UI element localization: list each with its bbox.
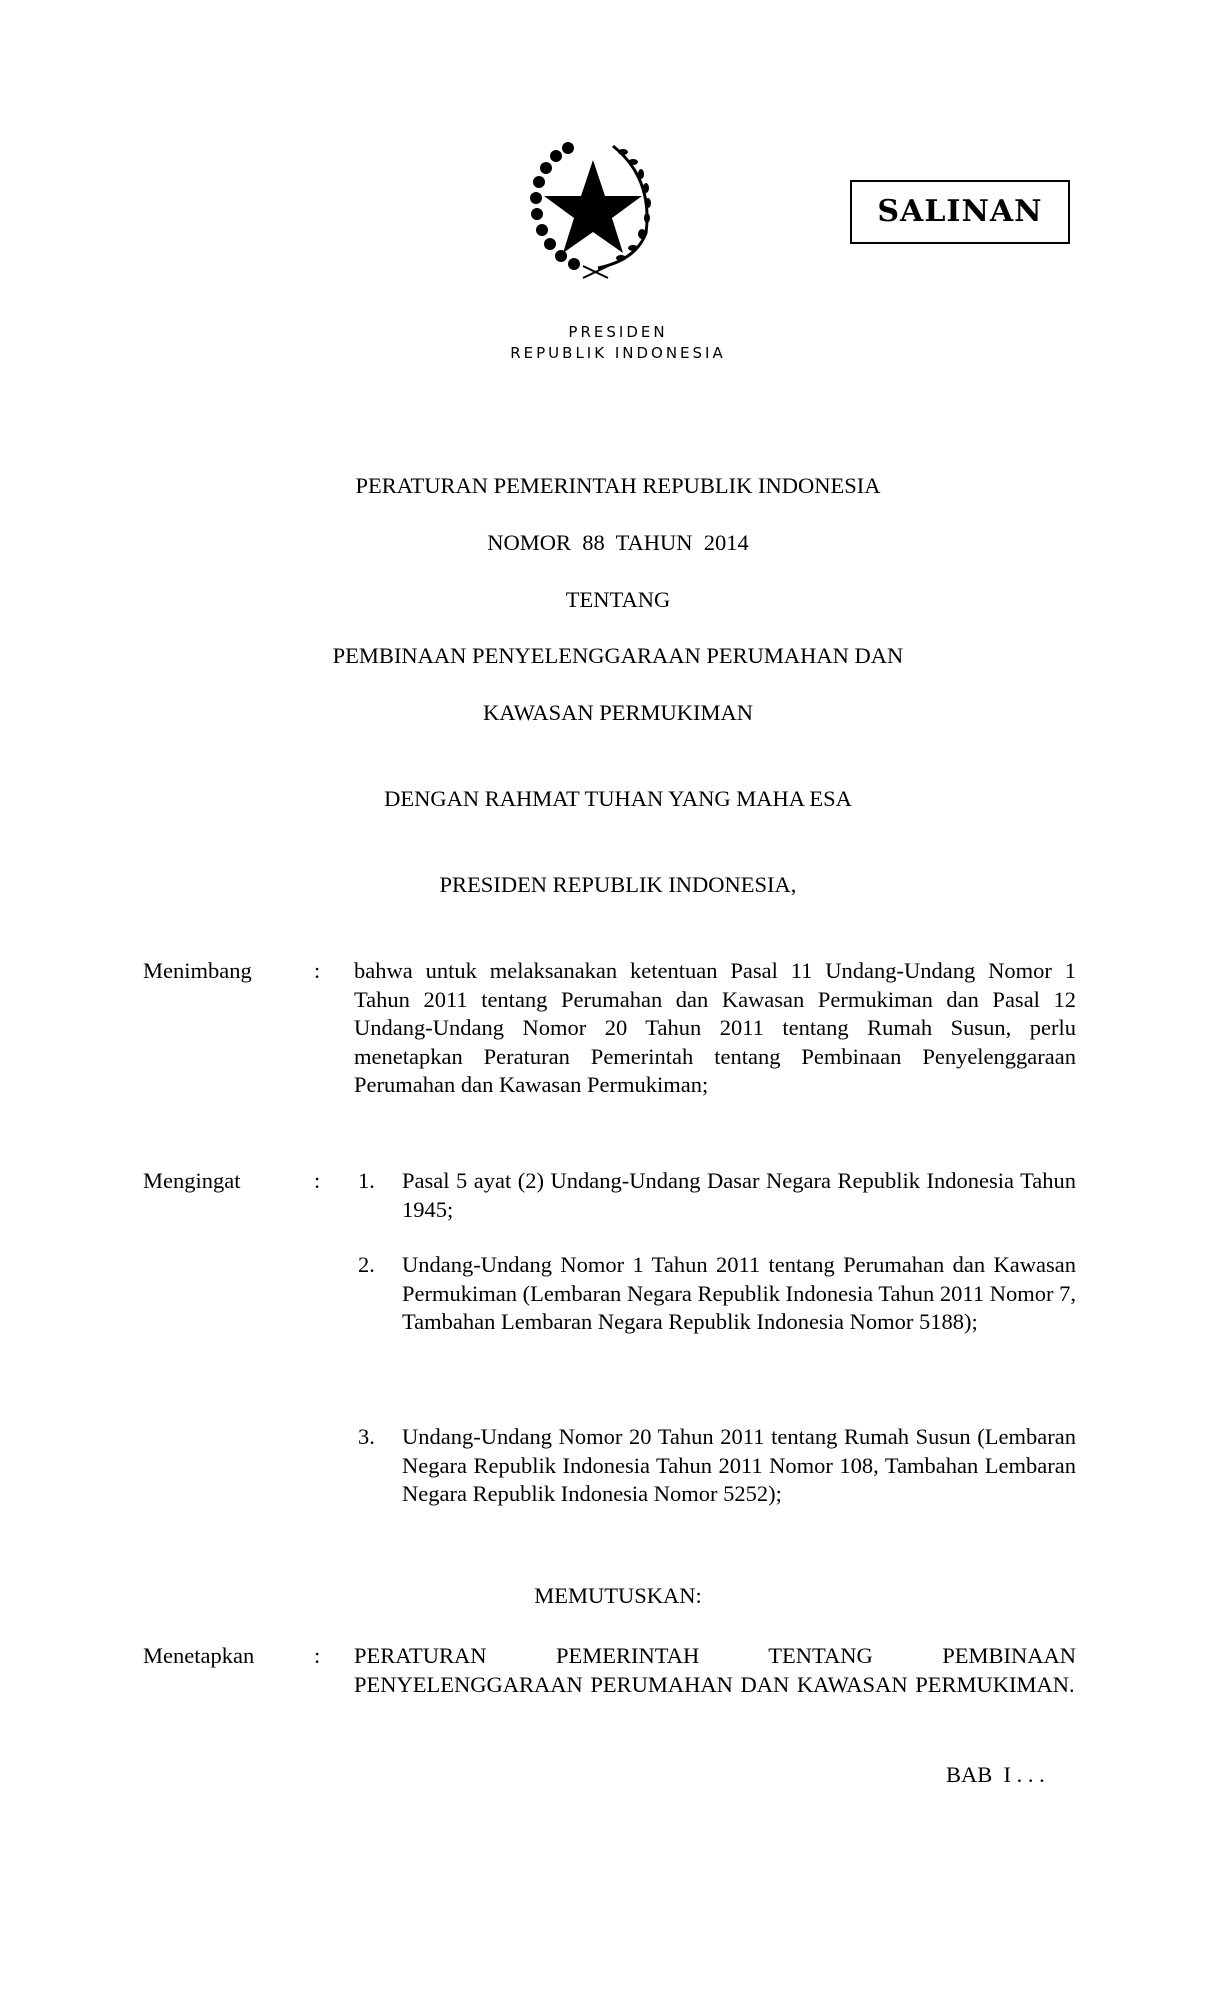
menetapkan-text: PERATURAN PEMERINTAH TENTANG PEMBINAAN PENYELENGGARAAN PERUMAHAN DAN KAWASAN PERMUKIMAN. (354, 1643, 1076, 1697)
garuda-emblem-icon (528, 138, 658, 283)
invocation: DENGAN RAHMAT TUHAN YANG MAHA ESA (384, 786, 852, 811)
mengingat-item-number: 3. (358, 1424, 375, 1449)
menetapkan-colon: : (314, 1643, 321, 1668)
authority-line: PRESIDEN REPUBLIK INDONESIA, (439, 872, 797, 897)
mengingat-item-number: 1. (358, 1168, 375, 1193)
page-continuation: BAB I . . . (946, 1762, 1045, 1787)
mengingat-item-number: 2. (358, 1252, 375, 1277)
office-line-president: PRESIDEN (568, 323, 668, 341)
regulation-number: NOMOR 88 TAHUN 2014 (487, 530, 749, 555)
memutuskan-heading: MEMUTUSKAN: (534, 1583, 702, 1608)
mengingat-item-text: Undang-Undang Nomor 20 Tahun 2011 tentang Rumah Susun (Lembaran Negara Republik Indonesia Tahun 2011 Nomor 108, Tambahan Lembaran Negara Republik Indonesia Nomor 5252); (402, 1424, 1076, 1507)
regulation-subject-line2: KAWASAN PERMUKIMAN (482, 700, 754, 725)
regulation-title: PERATURAN PEMERINTAH REPUBLIK INDONESIA (355, 473, 881, 498)
mengingat-item-text: Undang-Undang Nomor 1 Tahun 2011 tentang Perumahan dan Kawasan Permukiman (Lembaran Negara Republik Indonesia Tahun 2011 Nomor 7, Tambahan Lembaran Negara Republik Indonesia Nomor 5188); (402, 1252, 1076, 1335)
regulation-subject-line1: PEMBINAAN PENYELENGGARAAN PERUMAHAN DAN (332, 643, 904, 668)
menimbang-label: Menimbang (143, 958, 252, 983)
mengingat-item-text: Pasal 5 ayat (2) Undang-Undang Dasar Negara Republik Indonesia Tahun 1945; (402, 1168, 1076, 1222)
menimbang-text: bahwa untuk melaksanakan ketentuan Pasal 11 Undang-Undang Nomor 1 Tahun 2011 tentang Perumahan dan Kawasan Permukiman dan Pasal 12 Undang-Undang Nomor 20 Tahun 2011 tentang Rumah Susun, perlu menetapkan Peraturan Pemerintah tentang Pembinaan Penyelenggaraan Perumahan dan Kawasan Permukiman; (354, 958, 1076, 1098)
mengingat-label: Mengingat (143, 1168, 241, 1193)
salinan-stamp: SALINAN (850, 180, 1070, 244)
tentang-heading: TENTANG (565, 587, 671, 612)
menimbang-colon: : (314, 958, 321, 983)
office-line-republic: REPUBLIK INDONESIA (510, 344, 726, 362)
mengingat-colon: : (314, 1168, 321, 1193)
menetapkan-label: Menetapkan (143, 1643, 255, 1668)
